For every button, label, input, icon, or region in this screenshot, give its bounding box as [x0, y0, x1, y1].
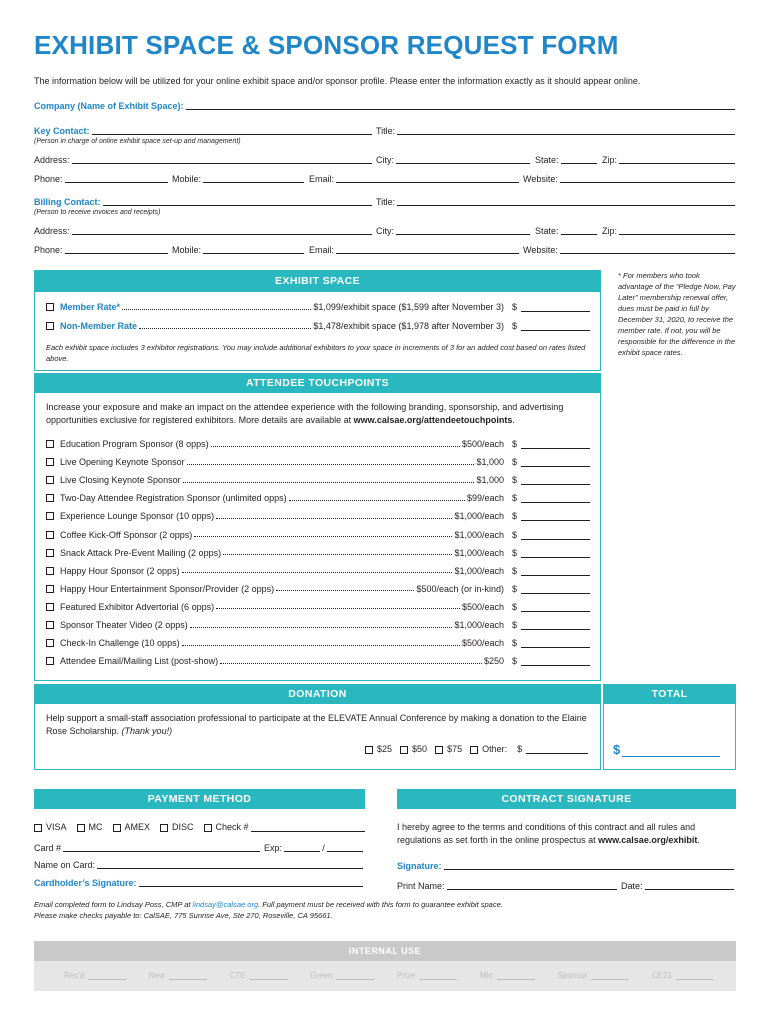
touchpoint-checkbox[interactable] [46, 494, 54, 502]
touchpoint-row [46, 528, 590, 542]
dot-leader [216, 511, 452, 519]
touchpoint-checkbox[interactable] [46, 657, 54, 665]
touchpoint-checkbox[interactable] [46, 476, 54, 484]
amount-line [521, 511, 590, 521]
dollar-sign: $ [512, 583, 518, 594]
dollar-sign: $ [512, 529, 518, 540]
amount-line [521, 321, 590, 331]
address-field[interactable] [72, 154, 372, 164]
amount-line [521, 548, 590, 558]
contract-link[interactable]: www.calsae.org/exhibit [598, 835, 698, 845]
nonmember-rate-row [46, 319, 590, 333]
billing-phone-field[interactable] [65, 244, 168, 254]
touchpoint-checkbox[interactable] [46, 440, 54, 448]
touchpoint-name: Sponsor Theater Video (2 opps) [60, 620, 188, 630]
dollar-sign: $ [512, 638, 518, 649]
dollar-sign: $ [512, 302, 518, 312]
touchpoint-price: $500/each [461, 638, 504, 649]
internal-field-label: New [148, 971, 165, 980]
internal-field-line [336, 971, 374, 980]
company-field[interactable] [186, 100, 735, 110]
touchpoint-price: $1,000/each [454, 565, 504, 576]
phone-row [34, 172, 170, 184]
date-field[interactable] [645, 880, 734, 890]
touchpoint-row [46, 618, 590, 632]
billing-title-label: Title: [376, 197, 396, 207]
internal-use-header: INTERNAL USE [34, 941, 736, 961]
phone-label: Phone: [34, 174, 63, 184]
donation-other-label: Other: [482, 744, 508, 754]
payment-method-header: PAYMENT METHOD [34, 789, 365, 809]
exhibit-space-note: Each exhibit space includes 3 exhibitor registrations. You may include additional exhibitors to your space in increments of 3 for an added cost based on rates listed above. [46, 343, 586, 363]
dollar-sign: $ [512, 656, 518, 667]
card-number-field[interactable] [63, 842, 260, 852]
touchpoint-name: Featured Exhibitor Advertorial (6 opps) [60, 601, 215, 612]
dot-leader [223, 547, 452, 555]
touchpoint-price: $500/each [461, 601, 504, 612]
touchpoint-amount[interactable] [512, 493, 590, 503]
touchpoint-amount[interactable] [512, 475, 590, 485]
touchpoint-row [46, 636, 590, 650]
billing-mobile-field[interactable] [203, 244, 304, 254]
zip-row [602, 153, 737, 165]
contract-signature-header: CONTRACT SIGNATURE [397, 789, 736, 809]
state-label: State: [535, 155, 559, 165]
touchpoint-row [46, 546, 590, 560]
member-rate-row [46, 300, 590, 314]
key-contact-field[interactable] [92, 125, 372, 135]
billing-phone-label: Phone: [34, 245, 63, 255]
internal-field-line [497, 971, 535, 980]
intro-text: The information below will be utilized for your online exhibit space and/or sponsor profile. Please enter the information exactly as it should appear online. [34, 76, 641, 86]
footer-email-tail: . Full payment must be received with this form to guarantee exhibit space. [258, 900, 503, 909]
date-row [621, 879, 736, 891]
donation-50-label: $50 [412, 744, 428, 754]
dollar-sign: $ [512, 601, 518, 612]
dollar-sign: $ [512, 457, 518, 468]
dollar-sign: $ [512, 511, 518, 522]
touchpoint-row [46, 600, 590, 614]
internal-field-label: Rec'd [64, 971, 85, 980]
internal-field-line [169, 971, 207, 980]
touchpoint-price: $250 [483, 656, 504, 667]
touchpoint-amount[interactable] [512, 656, 590, 666]
dollar-sign: $ [512, 439, 518, 449]
amount-line [521, 493, 590, 503]
cardholder-signature-label: Cardholder’s Signature: [34, 878, 137, 888]
touchpoint-price: $1,000/each [454, 511, 504, 522]
donation-25-label: $25 [377, 744, 393, 754]
billing-address-label: Address: [34, 226, 70, 236]
touchpoint-price: $1,000/each [454, 547, 504, 558]
donation-header: DONATION [34, 684, 601, 704]
donation-dollar: $ [517, 744, 523, 754]
signature-label: Signature: [397, 861, 442, 871]
billing-address-row [34, 224, 374, 236]
dot-leader [187, 457, 475, 465]
touchpoint-name: Experience Lounge Sponsor (10 opps) [60, 511, 215, 522]
billing-zip-label: Zip: [602, 226, 618, 236]
city-row [376, 153, 532, 165]
expiry-slash: / [322, 843, 325, 853]
donation-other-checkbox[interactable] [470, 746, 478, 754]
nonmember-rate-label: Non-Member Rate [60, 321, 138, 331]
amount-line [521, 566, 590, 576]
touchpoint-amount[interactable] [512, 548, 590, 558]
donation-25-checkbox[interactable] [365, 746, 373, 754]
mc-label: MC [88, 822, 103, 832]
billing-contact-field[interactable] [103, 196, 373, 206]
date-label: Date: [621, 881, 643, 891]
signature-row [397, 859, 736, 871]
touchpoint-name: Coffee Kick-Off Sponsor (2 opps) [60, 529, 193, 540]
phone-field[interactable] [65, 173, 168, 183]
touchpoint-row [46, 564, 590, 578]
billing-contact-label: Billing Contact: [34, 197, 101, 207]
touchpoint-row [46, 654, 590, 668]
amount-line [521, 439, 590, 449]
touchpoint-row [46, 509, 590, 523]
internal-field-line [676, 971, 714, 980]
touchpoint-checkbox[interactable] [46, 603, 54, 611]
billing-title-row [376, 195, 737, 207]
expiry-label: Exp: [264, 843, 283, 853]
amount-line [521, 584, 590, 594]
touchpoint-price: $1,000 [476, 475, 504, 486]
expiry-year-field[interactable] [327, 842, 363, 852]
print-name-label: Print Name: [397, 881, 445, 891]
footer-email-link[interactable]: lindsay@calsae.org [192, 900, 259, 909]
member-rate-checkbox[interactable] [46, 303, 54, 311]
company-row [34, 99, 737, 111]
billing-mobile-row [172, 243, 306, 255]
billing-contact-row [34, 195, 374, 207]
internal-field-label: CTE [229, 971, 246, 980]
total-amount-line [622, 745, 720, 757]
touchpoint-amount[interactable] [512, 584, 590, 594]
print-name-row [397, 879, 619, 891]
contract-text [397, 821, 737, 847]
touchpoint-amount[interactable] [512, 602, 590, 612]
key-title-row [376, 124, 737, 136]
disc-checkbox[interactable] [160, 824, 168, 832]
key-contact-label: Key Contact: [34, 126, 90, 136]
total-dollar: $ [613, 742, 621, 757]
touchpoint-amount[interactable] [512, 566, 590, 576]
touchpoint-row [46, 491, 590, 505]
cardholder-signature-field[interactable] [139, 877, 363, 887]
check-label: Check # [215, 822, 249, 832]
payment-options [34, 822, 365, 832]
billing-email-row [309, 243, 521, 255]
touchpoint-name: Live Opening Keynote Sponsor [60, 457, 185, 468]
dollar-sign: $ [512, 620, 518, 630]
touchpoints-intro-end: . [512, 415, 515, 425]
footer-email-text: Email completed form to Lindsay Poss, CMP at [34, 900, 193, 909]
touchpoint-name: Snack Attack Pre-Event Mailing (2 opps) [60, 547, 222, 558]
dollar-sign: $ [512, 547, 518, 558]
total-field[interactable] [613, 742, 720, 757]
touchpoint-checkbox[interactable] [46, 621, 54, 629]
touchpoint-checkbox[interactable] [46, 585, 54, 593]
address-label: Address: [34, 155, 70, 165]
dot-leader [220, 656, 482, 664]
member-rate-price: $1,099/exhibit space ($1,599 after November 3) [313, 302, 504, 312]
zip-label: Zip: [602, 155, 618, 165]
billing-website-label: Website: [523, 245, 558, 255]
touchpoint-amount[interactable] [512, 620, 590, 630]
billing-state-label: State: [535, 226, 559, 236]
touchpoint-price: $1,000/each [454, 620, 504, 630]
amount-line [521, 530, 590, 540]
print-name-field[interactable] [447, 880, 617, 890]
touchpoint-amount[interactable] [512, 530, 590, 540]
touchpoint-name: Happy Hour Sponsor (2 opps) [60, 565, 180, 576]
internal-field[interactable] [310, 971, 374, 980]
key-title-label: Title: [376, 126, 396, 136]
billing-city-label: City: [376, 226, 394, 236]
internal-field-label: Mkt [479, 971, 493, 980]
website-label: Website: [523, 174, 558, 184]
internal-use-fields [64, 971, 714, 980]
touchpoints-header: ATTENDEE TOUCHPOINTS [34, 373, 601, 393]
touchpoint-amount[interactable] [512, 457, 590, 467]
contract-text-end: . [697, 835, 700, 845]
amount-line [521, 302, 590, 312]
nonmember-rate-price: $1,478/exhibit space ($1,978 after November 3) [313, 321, 504, 331]
mobile-row [172, 172, 306, 184]
billing-email-field[interactable] [336, 244, 519, 254]
billing-email-label: Email: [309, 245, 335, 255]
internal-field-label: Green [310, 971, 333, 980]
donation-50-checkbox[interactable] [400, 746, 408, 754]
donation-text-body: Help support a small-staff association professional to participate at the ELEVATE Annual Conference by making a donation to the Elaine Rose Scholarship. [46, 713, 587, 736]
dot-leader [289, 493, 465, 501]
amount-line [521, 620, 590, 630]
check-number-field[interactable] [251, 822, 365, 832]
dollar-sign: $ [512, 493, 518, 504]
signature-field[interactable] [444, 860, 734, 870]
touchpoint-amount[interactable] [512, 511, 590, 521]
amount-line [521, 475, 590, 485]
billing-address-field[interactable] [72, 225, 372, 235]
internal-field-label: CE21 [651, 971, 672, 980]
billing-website-row [523, 243, 737, 255]
internal-field[interactable] [230, 971, 288, 980]
mobile-label: Mobile: [172, 174, 202, 184]
cardholder-signature-row [34, 876, 365, 888]
touchpoint-checkbox[interactable] [46, 512, 54, 520]
donation-text [46, 712, 591, 738]
name-on-card-row [34, 858, 365, 870]
internal-field-label: Prize [397, 971, 416, 980]
nonmember-rate-amount[interactable] [512, 321, 590, 331]
internal-field[interactable] [558, 971, 630, 980]
member-rate-amount[interactable] [512, 302, 590, 312]
billing-contact-note: (Person to receive invoices and receipts) [34, 209, 161, 216]
contract-text-body: I hereby agree to the terms and conditions of this contract and all rules and regulations as set forth in the online prospectus at [397, 822, 696, 845]
dollar-sign: $ [512, 475, 518, 486]
billing-mobile-label: Mobile: [172, 245, 202, 255]
amex-label: AMEX [124, 822, 151, 832]
amount-line [521, 638, 590, 648]
touchpoint-price: $500/each (or in-kind) [416, 583, 504, 594]
internal-field[interactable] [480, 971, 535, 980]
donation-amount-field[interactable] [526, 744, 588, 754]
billing-city-row [376, 224, 532, 236]
visa-label: VISA [46, 822, 67, 832]
email-row [309, 172, 521, 184]
city-field[interactable] [396, 154, 530, 164]
billing-phone-row [34, 243, 170, 255]
dot-leader [183, 475, 475, 483]
email-field[interactable] [336, 173, 519, 183]
internal-field[interactable] [149, 971, 207, 980]
touchpoint-checkbox[interactable] [46, 639, 54, 647]
exhibit-space-header: EXHIBIT SPACE [34, 270, 601, 292]
touchpoint-row [46, 473, 590, 487]
touchpoints-link[interactable]: www.calsae.org/attendeetouchpoints [353, 415, 513, 425]
dollar-sign: $ [512, 321, 518, 331]
touchpoint-row [46, 455, 590, 469]
name-on-card-field[interactable] [97, 859, 363, 869]
billing-zip-row [602, 224, 737, 236]
state-row [535, 153, 599, 165]
touchpoint-checkbox[interactable] [46, 549, 54, 557]
visa-checkbox[interactable] [34, 824, 42, 832]
mc-checkbox[interactable] [77, 824, 85, 832]
internal-field-line [88, 971, 126, 980]
expiry-row [264, 841, 365, 853]
dot-leader [182, 565, 453, 573]
member-rate-footnote: * For members who took advantage of the “Pledge Now, Pay Later” membership renewal offer, dues must be paid in full by December 31, 2020, to receive the member rate. If not, you will be responsible for the difference in the exhibit space rates. [618, 271, 736, 357]
card-number-row [34, 841, 262, 853]
zip-field[interactable] [619, 154, 735, 164]
touchpoint-name: Live Closing Keynote Sponsor [60, 475, 181, 486]
dot-leader [182, 638, 460, 646]
touchpoint-checkbox[interactable] [46, 531, 54, 539]
key-contact-note: (Person in charge of online exhibit space set-up and management) [34, 138, 241, 145]
dot-leader [190, 620, 453, 628]
touchpoint-price: $99/each [466, 493, 504, 504]
billing-zip-field[interactable] [619, 225, 735, 235]
donation-75-label: $75 [447, 744, 463, 754]
touchpoint-checkbox[interactable] [46, 458, 54, 466]
dot-leader [139, 321, 311, 329]
touchpoint-checkbox[interactable] [46, 567, 54, 575]
amount-line [521, 602, 590, 612]
donation-75-checkbox[interactable] [435, 746, 443, 754]
internal-field-label: Sponsor [557, 971, 588, 980]
donation-options [365, 744, 588, 754]
billing-title-field[interactable] [397, 196, 735, 206]
billing-website-field[interactable] [560, 244, 735, 254]
internal-field[interactable] [652, 971, 714, 980]
city-label: City: [376, 155, 394, 165]
dot-leader [276, 583, 414, 591]
touchpoint-name: Two-Day Attendee Registration Sponsor (unlimited opps) [60, 493, 287, 504]
footer-checks-note: Please make checks payable to: CalSAE, 775 Sunrise Ave, Ste 270, Roseville, CA 95661. [34, 911, 333, 920]
touchpoints-intro-text: Increase your exposure and make an impact on the attendee experience with the following branding, sponsorship, and advertising opportunities exclusive for registered exhibitors. More details are available at [46, 402, 564, 425]
touchpoint-amount[interactable] [512, 439, 590, 449]
member-rate-label: Member Rate* [60, 302, 121, 312]
website-field[interactable] [560, 173, 735, 183]
mobile-field[interactable] [203, 173, 304, 183]
form-title: EXHIBIT SPACE & SPONSOR REQUEST FORM [34, 30, 619, 60]
address-row [34, 153, 374, 165]
touchpoints-intro [46, 401, 596, 427]
amount-line [521, 656, 590, 666]
state-field[interactable] [561, 154, 597, 164]
touchpoint-price: $1,000/each [454, 529, 504, 540]
amount-line [521, 457, 590, 467]
amex-checkbox[interactable] [113, 824, 121, 832]
key-contact-row [34, 124, 374, 136]
touchpoint-name: Attendee Email/Mailing List (post-show) [60, 656, 219, 667]
touchpoint-name: Happy Hour Entertainment Sponsor/Provider (2 opps) [60, 583, 275, 594]
name-on-card-label: Name on Card: [34, 860, 96, 870]
dot-leader [211, 439, 460, 447]
billing-city-field[interactable] [396, 225, 530, 235]
touchpoint-price: $500/each [461, 439, 504, 449]
expiry-month-field[interactable] [284, 842, 320, 852]
dollar-sign: $ [512, 565, 518, 576]
card-number-label: Card # [34, 843, 62, 853]
billing-state-row [535, 224, 599, 236]
dot-leader [216, 601, 460, 609]
touchpoint-name: Education Program Sponsor (8 opps) [60, 439, 209, 449]
footer-email-note [34, 900, 503, 909]
donation-thanks: (Thank you!) [121, 726, 173, 736]
website-row [523, 172, 737, 184]
disc-label: DISC [172, 822, 194, 832]
company-label: Company (Name of Exhibit Space): [34, 101, 184, 111]
touchpoint-row [46, 437, 590, 451]
touchpoint-price: $1,000 [476, 457, 504, 468]
billing-state-field[interactable] [561, 225, 597, 235]
key-title-field[interactable] [397, 125, 735, 135]
internal-field[interactable] [64, 971, 126, 980]
internal-field-line [250, 971, 288, 980]
touchpoint-name: Check-In Challenge (10 opps) [60, 638, 180, 649]
check-checkbox[interactable] [204, 824, 212, 832]
touchpoint-amount[interactable] [512, 638, 590, 648]
internal-field-line [419, 971, 457, 980]
dot-leader [122, 302, 311, 310]
touchpoint-row [46, 582, 590, 596]
email-label: Email: [309, 174, 335, 184]
total-header: TOTAL [603, 684, 736, 704]
nonmember-rate-checkbox[interactable] [46, 322, 54, 330]
internal-field[interactable] [397, 971, 457, 980]
internal-field-line [591, 971, 629, 980]
dot-leader [194, 529, 452, 537]
